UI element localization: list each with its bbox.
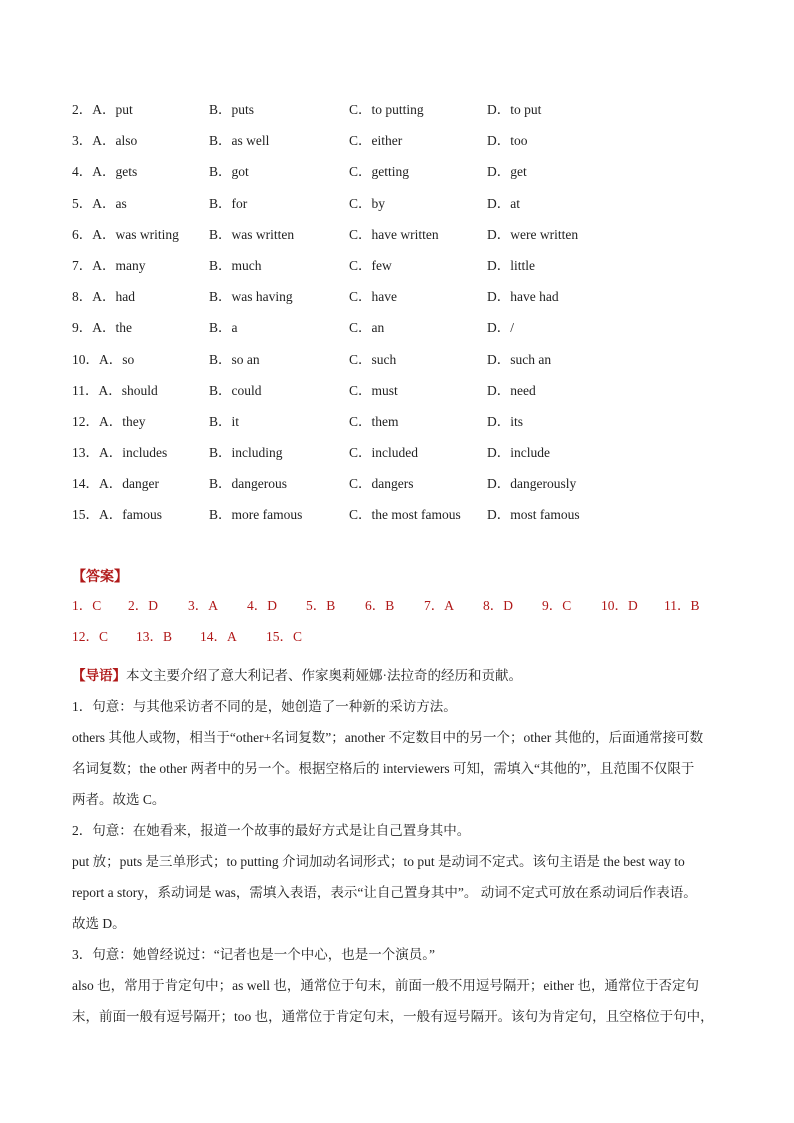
option-b: B．for	[209, 195, 248, 211]
explanation-section	[72, 660, 732, 1032]
option-b: B．could	[209, 382, 262, 398]
option-b: B．got	[209, 164, 249, 180]
option-c: C．either	[349, 133, 403, 149]
answer-item: 10．D	[601, 598, 638, 613]
option-a: 2．A．put	[72, 102, 133, 117]
option-a: 3．A．also	[72, 133, 138, 149]
option-c: C．them	[349, 413, 399, 429]
answer-item: 8．D	[483, 598, 513, 613]
option-b: B．a	[209, 320, 238, 336]
option-b: B．it	[209, 413, 240, 429]
option-c: C．getting	[349, 164, 409, 180]
answer-row-1	[72, 594, 732, 625]
explanation-line: 两者。故选 C。	[72, 792, 166, 807]
option-c: C．by	[349, 195, 386, 211]
option-row	[72, 379, 732, 410]
answer-item: 9．C	[542, 598, 572, 613]
option-c: C．such	[349, 351, 397, 367]
option-b: B．puts	[209, 102, 255, 117]
option-row	[72, 160, 732, 191]
answer-row-2	[72, 625, 732, 656]
option-list	[72, 98, 732, 535]
option-row	[72, 192, 732, 223]
option-a: 4．A．gets	[72, 164, 138, 180]
option-a: 12．A．they	[72, 413, 146, 429]
option-row	[72, 254, 732, 285]
option-b: B．dangerous	[209, 476, 287, 492]
option-d: D．include	[487, 445, 550, 461]
option-d: D．were written	[487, 226, 579, 242]
option-a: 5．A．as	[72, 195, 127, 211]
option-row	[72, 129, 732, 160]
option-a: 7．A．many	[72, 257, 146, 273]
option-row	[72, 348, 732, 379]
option-a: 14．A．danger	[72, 476, 159, 492]
answer-item: 7．A	[424, 598, 454, 613]
option-c: C．must	[349, 382, 398, 398]
answer-item: 11．B	[664, 598, 700, 613]
explanation-line: 1．句意：与其他采访者不同的是，她创造了一种新的采访方法。	[72, 699, 457, 714]
option-a: 10．A．so	[72, 351, 135, 367]
explanation-line: 末，前面一般有逗号隔开；too 也，通常位于肯定句末，一般有逗号隔开。该句为肯定句，且空格位于句中，	[72, 1009, 714, 1024]
option-d: D．get	[487, 164, 527, 180]
option-a: 11．A．should	[72, 382, 158, 398]
option-row	[72, 98, 732, 129]
option-a: 9．A．the	[72, 320, 132, 336]
option-row	[72, 316, 732, 347]
option-row	[72, 503, 732, 534]
option-a: 13．A．includes	[72, 445, 168, 461]
explanation-line: also 也，常用于肯定句中；as well 也，通常位于句末，前面一般不用逗号隔开；either 也，通常位于否定句	[72, 978, 699, 993]
option-a: 15．A．famous	[72, 507, 162, 523]
answer-item: 1．C	[72, 598, 102, 613]
option-c: C．have	[349, 289, 397, 305]
answer-item: 5．B	[306, 598, 336, 613]
answer-section	[72, 566, 732, 656]
option-c: C．an	[349, 320, 385, 336]
option-c: C．few	[349, 257, 392, 273]
answer-item: 2．D	[128, 598, 158, 613]
option-d: D．little	[487, 257, 535, 273]
option-b: B．so an	[209, 351, 260, 367]
option-b: B．as well	[209, 133, 270, 149]
answer-item: 3．A	[188, 598, 218, 613]
explanation-line: 名词复数；the other 两者中的另一个。根据空格后的 interviewers 可知，需填入“其他的”，且范围不仅限于	[72, 761, 695, 776]
explanation-line: report a story，系动词是 was，需填入表语，表示“让自己置身其中”。 动词不定式可放在系动词后作表语。	[72, 885, 697, 900]
option-c: C．have written	[349, 226, 439, 242]
option-d: D．its	[487, 413, 524, 429]
answer-item: 13．B	[136, 629, 173, 644]
answer-heading: 【答案】	[72, 570, 128, 585]
lead-paragraph	[72, 660, 732, 691]
explanation-line: put 放；puts 是三单形式；to putting 介词加动名词形式；to put 是动词不定式。该句主语是 the best way to	[72, 854, 685, 869]
option-c: C．to putting	[349, 102, 424, 117]
option-b: B．was written	[209, 226, 295, 242]
option-row	[72, 410, 732, 441]
option-d: D．at	[487, 195, 520, 211]
lead-text: 本文主要介绍了意大利记者、作家奥莉娅娜·法拉奇的经历和贡献。	[126, 668, 522, 683]
answer-item: 4．D	[247, 598, 277, 613]
option-a: 8．A．had	[72, 289, 135, 305]
answer-item: 15．C	[266, 629, 303, 644]
explanation-line: 故选 D。	[72, 916, 126, 931]
option-row	[72, 472, 732, 503]
option-row	[72, 441, 732, 472]
option-c: C．included	[349, 445, 418, 461]
option-b: B．much	[209, 257, 262, 273]
answer-item: 6．B	[365, 598, 395, 613]
lead-label: 【导语】	[72, 668, 126, 683]
option-b: B．including	[209, 445, 283, 461]
option-d: D．most famous	[487, 507, 580, 523]
explanation-lines	[72, 691, 732, 1032]
option-b: B．more famous	[209, 507, 303, 523]
explanation-line: 2．句意：在她看来，报道一个故事的最好方式是让自己置身其中。	[72, 823, 471, 838]
explanation-line: 3．句意：她曾经说过：“记者也是一个中心，也是一个演员。”	[72, 947, 435, 962]
option-row	[72, 285, 732, 316]
option-c: C．the most famous	[349, 507, 461, 523]
option-d: D．too	[487, 133, 528, 149]
option-b: B．was having	[209, 289, 293, 305]
option-d: D．dangerously	[487, 476, 577, 492]
answer-item: 14．A	[200, 629, 237, 644]
option-d: D．/	[487, 320, 514, 336]
option-a: 6．A．was writing	[72, 226, 179, 242]
option-d: D．have had	[487, 289, 559, 305]
option-d: D．to put	[487, 102, 542, 117]
option-d: D．need	[487, 382, 536, 398]
explanation-line: others 其他人或物，相当于“other+名词复数”；another 不定数目中的另一个；other 其他的，后面通常接可数	[72, 730, 704, 745]
option-d: D．such an	[487, 351, 552, 367]
option-c: C．dangers	[349, 476, 414, 492]
answer-item: 12．C	[72, 629, 109, 644]
option-row	[72, 223, 732, 254]
